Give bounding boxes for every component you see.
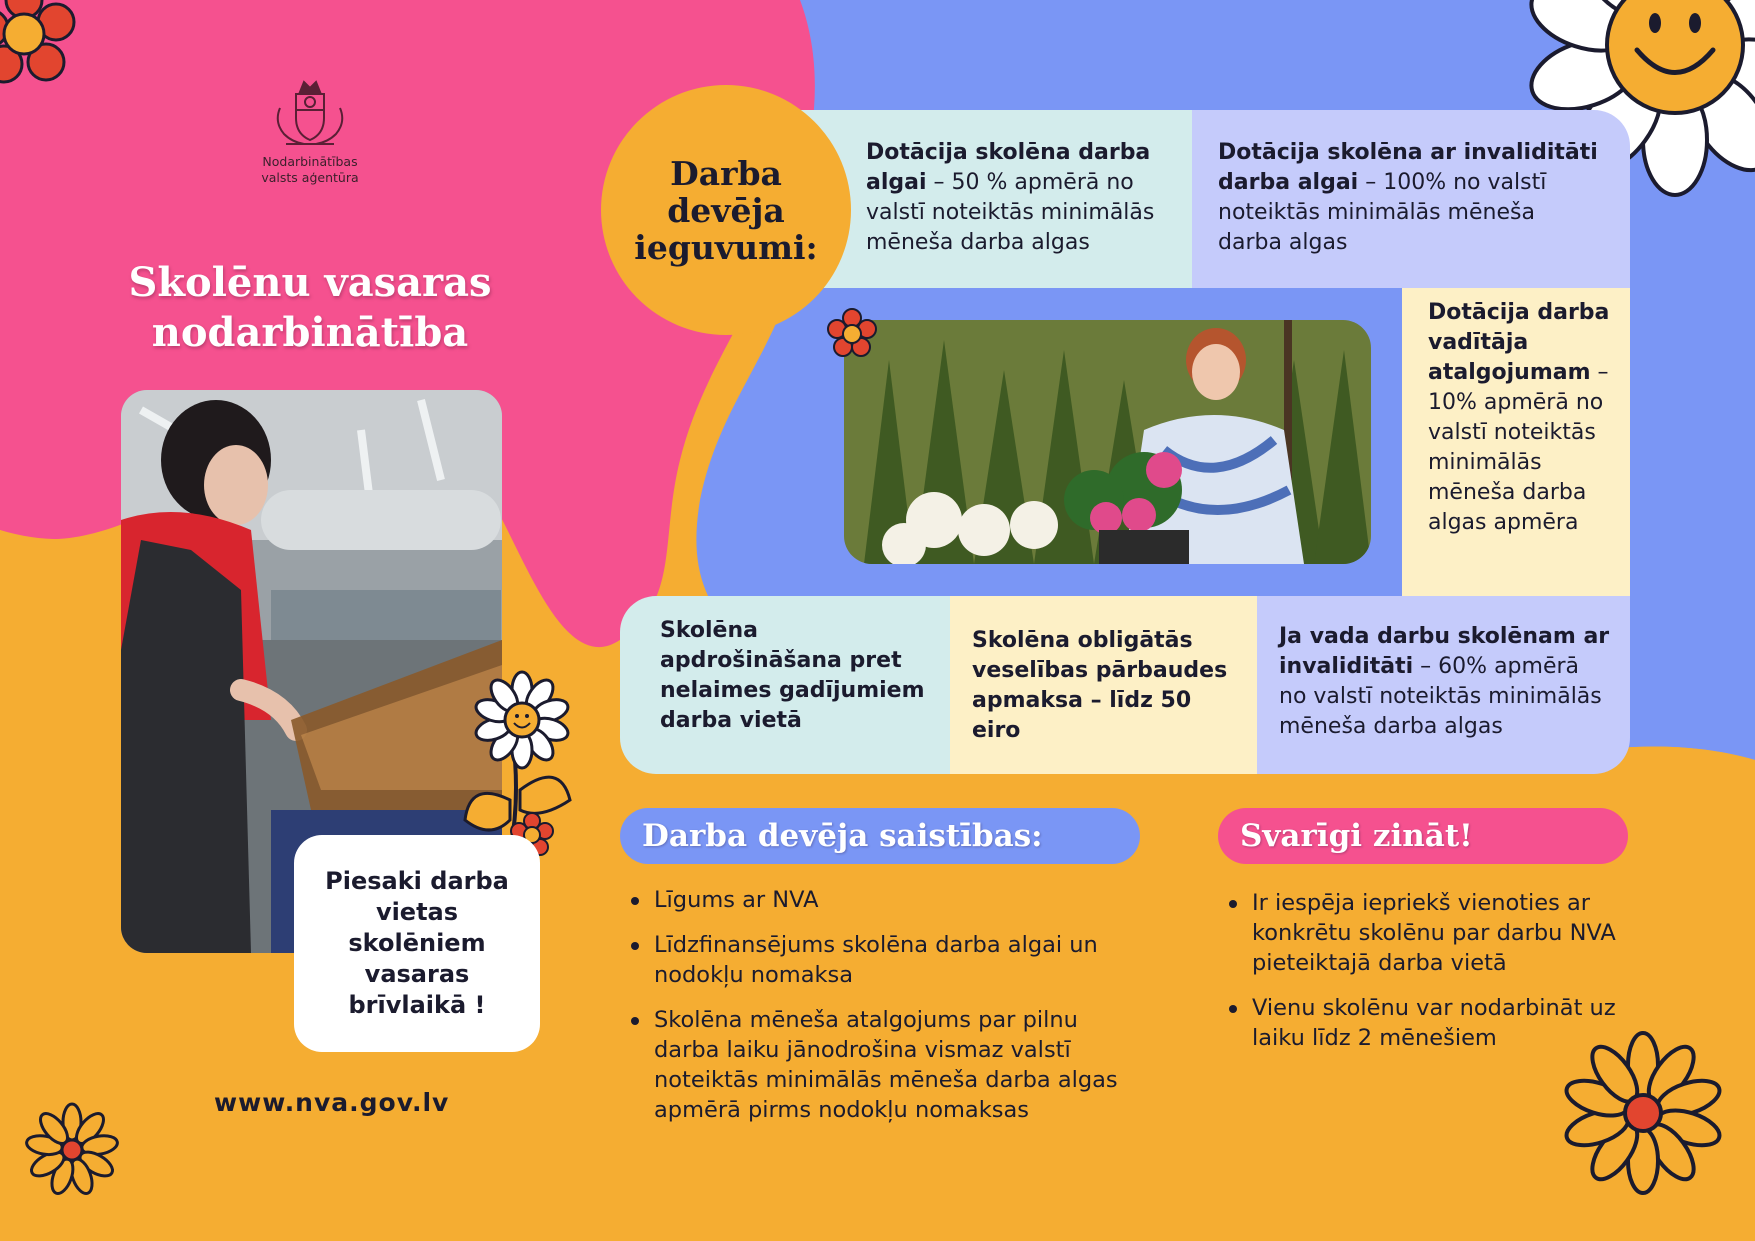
coat-of-arms-icon bbox=[270, 78, 350, 150]
benefit-salary-subsidy-title: Dotācija skolēna darba algai bbox=[866, 140, 1151, 195]
benefit-disabled-supervisor-title: Ja vada darbu skolēnam ar invaliditāti bbox=[1279, 624, 1610, 679]
list-item: Ir iespēja iepriekš vienoties ar konkrētu skolēnu par darbu NVA pieteiktajā darba vietā bbox=[1221, 888, 1631, 978]
benefit-disabled-supervisor-text: – 60% apmērā no valstī noteiktās minimālās mēneša darba algas bbox=[1279, 654, 1602, 739]
call-to-action-card bbox=[294, 835, 540, 1052]
benefit-insurance bbox=[620, 596, 950, 774]
page-title-line-1: Skolēnu vasaras bbox=[128, 259, 492, 306]
flower-icon bbox=[824, 306, 880, 362]
important-heading: Svarīgi zināt! bbox=[1218, 808, 1628, 864]
benefits-heading bbox=[601, 85, 851, 335]
benefits-heading-line-3: ieguvumi: bbox=[634, 227, 818, 267]
call-to-action-text: Piesaki darba vietas skolēniem vasaras brīvlaikā ! bbox=[325, 867, 509, 1019]
benefit-supervisor-subsidy bbox=[1402, 288, 1630, 596]
sunflower-icon bbox=[0, 0, 100, 100]
list-item: Līgums ar NVA bbox=[623, 885, 1123, 915]
benefit-supervisor-subsidy-title: Dotācija darba vadītāja atalgojumam bbox=[1428, 300, 1610, 385]
agency-logo bbox=[250, 78, 370, 186]
benefit-supervisor-subsidy-text: – 10% apmērā no valstī noteiktās minimālās mēneša darba algas apmēra bbox=[1428, 360, 1609, 535]
important-list bbox=[1221, 888, 1631, 1068]
page-title bbox=[90, 258, 530, 358]
list-item: Līdzfinansējums skolēna darba algai un nodokļu nomaksa bbox=[623, 930, 1123, 990]
benefit-insurance-title: Skolēna apdrošināšana pret nelaimes gadījumiem darba vietā bbox=[660, 618, 925, 733]
logo-line-2: valsts aģentūra bbox=[261, 170, 359, 185]
benefit-disabled-supervisor bbox=[1257, 596, 1630, 774]
logo-line-1: Nodarbinātības bbox=[262, 154, 358, 169]
benefit-disabled-subsidy-text: – 100% no valstī noteiktās minimālās mēneša darba algas bbox=[1218, 170, 1547, 255]
website-link[interactable]: www.nva.gov.lv bbox=[214, 1088, 450, 1117]
benefit-disabled-subsidy-title: Dotācija skolēna ar invaliditāti darba algai bbox=[1218, 140, 1598, 195]
list-item: Vienu skolēnu var nodarbināt uz laiku līdz 2 mēnešiem bbox=[1221, 993, 1631, 1053]
list-item: Skolēna mēneša atalgojums par pilnu darba laiku jānodrošina vismaz valstī noteiktās minimālās mēneša darba algas apmērā pirms nodokļu nomaksas bbox=[623, 1005, 1123, 1125]
obligations-heading: Darba devēja saistības: bbox=[620, 808, 1140, 864]
obligations-list bbox=[623, 885, 1123, 1140]
benefit-salary-subsidy bbox=[800, 110, 1192, 288]
benefit-health-check bbox=[950, 596, 1257, 774]
benefits-heading-line-2: devēja bbox=[667, 190, 785, 230]
page-title-line-2: nodarbinātība bbox=[151, 309, 469, 356]
benefit-health-check-title: Skolēna obligātās veselības pārbaudes apmaksa – līdz 50 eiro bbox=[972, 628, 1228, 743]
student-with-flowers-photo bbox=[844, 320, 1371, 564]
benefits-heading-line-1: Darba bbox=[670, 153, 782, 193]
flower-icon bbox=[20, 1100, 130, 1200]
benefit-disabled-subsidy bbox=[1192, 110, 1630, 288]
benefit-salary-subsidy-text: – 50 % apmērā no valstī noteiktās minimālās mēneša darba algas bbox=[866, 170, 1155, 255]
